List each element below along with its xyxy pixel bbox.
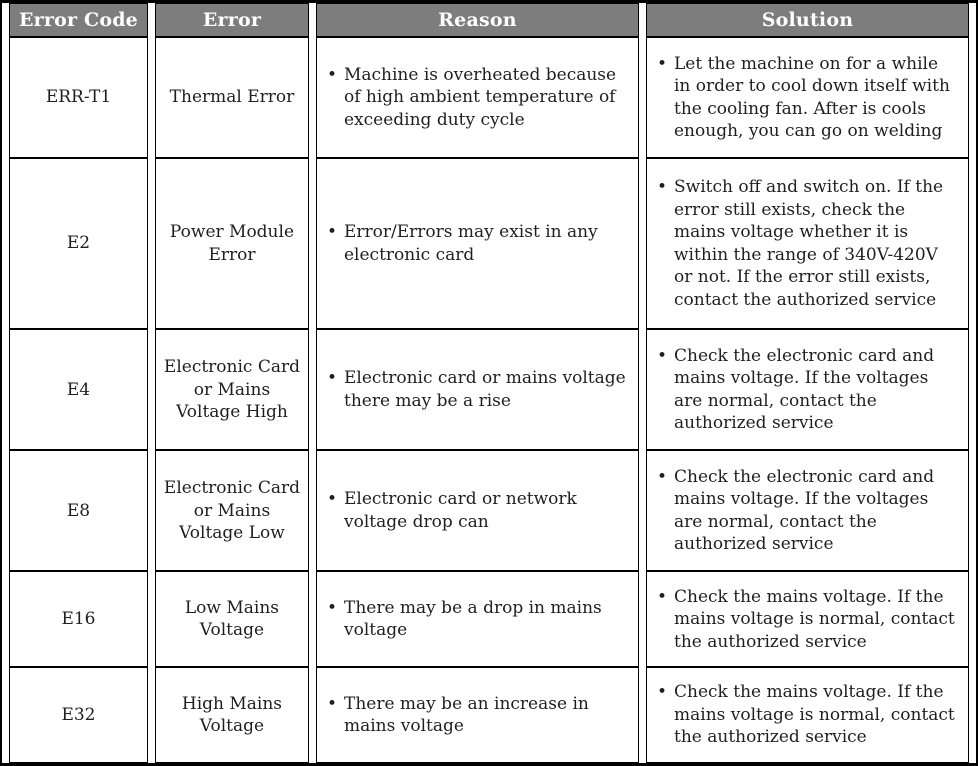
cell-reason [316, 329, 639, 450]
cell-reason [316, 158, 639, 329]
table-row [9, 158, 969, 329]
cell-solution [646, 450, 969, 571]
cell-error-code: E4 [9, 329, 148, 450]
header-cell-error-code: Error Code [9, 3, 148, 37]
cell-error: High Mains Voltage [155, 667, 309, 763]
solution-text: Check the electronic card and mains voltage. If the voltages are normal, contact the authorized service [674, 346, 935, 434]
cell-error: Power Module Error [155, 158, 309, 329]
table-row [9, 571, 969, 667]
solution-text: Switch off and switch on. If the error still exists, check the mains voltage whether it is within the range of 340V-420V or not. If the error still exists, contact the authorized service [674, 177, 944, 310]
cell-solution [646, 571, 969, 667]
cell-error: Electronic Card or Mains Voltage High [155, 329, 309, 450]
bullet-icon: • [326, 489, 337, 510]
reason-text: There may be a drop in mains voltage [343, 597, 602, 641]
cell-solution [646, 37, 969, 158]
header-row [9, 3, 969, 37]
table-row [9, 329, 969, 450]
bullet-icon: • [326, 64, 337, 85]
header-cell-solution: Solution [646, 3, 969, 37]
cell-reason [316, 571, 639, 667]
bullet-icon: • [656, 682, 667, 703]
bullet-icon: • [656, 467, 667, 488]
reason-text: Electronic card or mains voltage there may be a rise [343, 368, 626, 411]
cell-error-code: E8 [9, 450, 148, 571]
cell-reason [316, 667, 639, 763]
solution-text: Check the mains voltage. If the mains voltage is normal, contact the authorized service [674, 682, 955, 748]
bullet-icon: • [656, 346, 667, 367]
cell-error-code: E2 [9, 158, 148, 329]
bullet-icon: • [326, 597, 337, 618]
cell-reason [316, 450, 639, 571]
cell-error-code: E32 [9, 667, 148, 763]
reason-text: Error/Errors may exist in any electronic card [343, 222, 598, 265]
cell-solution [646, 667, 969, 763]
cell-solution [646, 329, 969, 450]
table-row [9, 450, 969, 571]
cell-solution [646, 158, 969, 329]
cell-error-code: E16 [9, 571, 148, 667]
bullet-icon: • [656, 53, 667, 74]
reason-text: Machine is overheated because of high ambient temperature of exceeding duty cycle [343, 64, 617, 130]
cell-error: Low Mains Voltage [155, 571, 309, 667]
reason-text: Electronic card or network voltage drop can [343, 489, 577, 532]
solution-text: Check the electronic card and mains voltage. If the voltages are normal, contact the authorized service [674, 467, 935, 555]
bullet-icon: • [326, 222, 337, 243]
header-cell-error: Error [155, 3, 309, 37]
table-row [9, 667, 969, 763]
bullet-icon: • [656, 177, 667, 198]
bullet-icon: • [326, 368, 337, 389]
bullet-icon: • [326, 693, 337, 714]
table-row [9, 37, 969, 158]
cell-reason [316, 37, 639, 158]
cell-error: Electronic Card or Mains Voltage Low [155, 450, 309, 571]
bullet-icon: • [656, 586, 667, 607]
solution-text: Check the mains voltage. If the mains voltage is normal, contact the authorized service [674, 586, 955, 652]
cell-error: Thermal Error [155, 37, 309, 158]
error-code-table [2, 3, 976, 763]
reason-text: There may be an increase in mains voltage [343, 693, 589, 737]
cell-error-code: ERR-T1 [9, 37, 148, 158]
solution-text: Let the machine on for a while in order to cool down itself with the cooling fan. After is cools enough, you can go on welding [674, 53, 950, 141]
header-cell-reason: Reason [316, 3, 639, 37]
